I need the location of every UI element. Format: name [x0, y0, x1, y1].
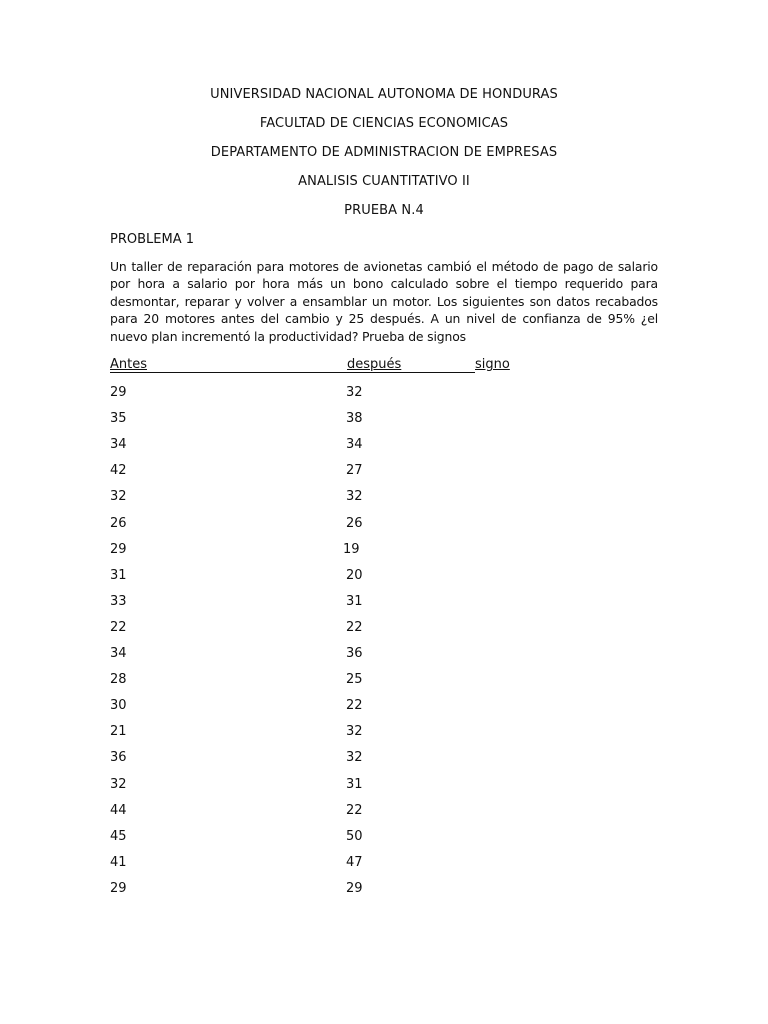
cell-antes: 31	[110, 568, 127, 583]
cell-despues: 22	[346, 698, 363, 713]
cell-despues: 19	[343, 542, 360, 557]
cell-antes: 32	[110, 777, 127, 792]
cell-antes: 36	[110, 750, 127, 765]
cell-antes: 33	[110, 594, 127, 609]
cell-despues: 47	[346, 855, 363, 870]
cell-antes: 30	[110, 698, 127, 713]
cell-antes: 34	[110, 646, 127, 661]
cell-despues: 22	[346, 620, 363, 635]
cell-despues: 38	[346, 411, 363, 426]
cell-antes: 45	[110, 829, 127, 844]
cell-despues: 32	[346, 489, 363, 504]
cell-antes: 22	[110, 620, 127, 635]
cell-despues: 20	[346, 568, 363, 583]
cell-antes: 35	[110, 411, 127, 426]
column-header-antes: Antes	[110, 357, 148, 372]
column-header-despues: después	[347, 357, 402, 372]
cell-despues: 31	[346, 777, 363, 792]
cell-despues: 34	[346, 437, 363, 452]
cell-despues: 32	[346, 724, 363, 739]
problem-statement: Un taller de reparación para motores de avionetas cambió el método de pago de salario por hora a salario por hora más un bono calculado sobre el tiempo requerido para desmontar, reparar y volver a ensamblar un motor. Los siguientes son datos recabados para 20 motores antes del cambio y 25 después. A un nivel de confianza de 95% ¿el nuevo plan incrementó la productividad? Prueba de signos	[110, 259, 658, 344]
cell-antes: 41	[110, 855, 127, 870]
faculty-heading: FACULTAD DE CIENCIAS ECONOMICAS	[259, 116, 509, 131]
cell-despues: 26	[346, 516, 363, 531]
cell-despues: 25	[346, 672, 363, 687]
cell-antes: 28	[110, 672, 127, 687]
cell-antes: 42	[110, 463, 127, 478]
problem-title: PROBLEMA 1	[110, 232, 194, 247]
column-header-signo: signo	[475, 357, 510, 372]
cell-antes: 29	[110, 542, 127, 557]
exam-heading: PRUEBA N.4	[344, 203, 424, 218]
cell-antes: 26	[110, 516, 127, 531]
header-underline	[347, 372, 475, 373]
cell-antes: 29	[110, 881, 127, 896]
cell-antes: 21	[110, 724, 127, 739]
cell-antes: 29	[110, 385, 127, 400]
cell-despues: 29	[346, 881, 363, 896]
department-heading: DEPARTAMENTO DE ADMINISTRACION DE EMPRESAS	[210, 145, 558, 160]
cell-antes: 44	[110, 803, 127, 818]
header-underline	[110, 372, 347, 373]
cell-despues: 27	[346, 463, 363, 478]
cell-despues: 36	[346, 646, 363, 661]
cell-despues: 22	[346, 803, 363, 818]
cell-despues: 50	[346, 829, 363, 844]
course-heading: ANALISIS CUANTITATIVO II	[298, 174, 470, 189]
cell-antes: 34	[110, 437, 127, 452]
cell-despues: 32	[346, 385, 363, 400]
cell-antes: 32	[110, 489, 127, 504]
university-heading: UNIVERSIDAD NACIONAL AUTONOMA DE HONDURAS	[210, 87, 558, 102]
cell-despues: 32	[346, 750, 363, 765]
cell-despues: 31	[346, 594, 363, 609]
